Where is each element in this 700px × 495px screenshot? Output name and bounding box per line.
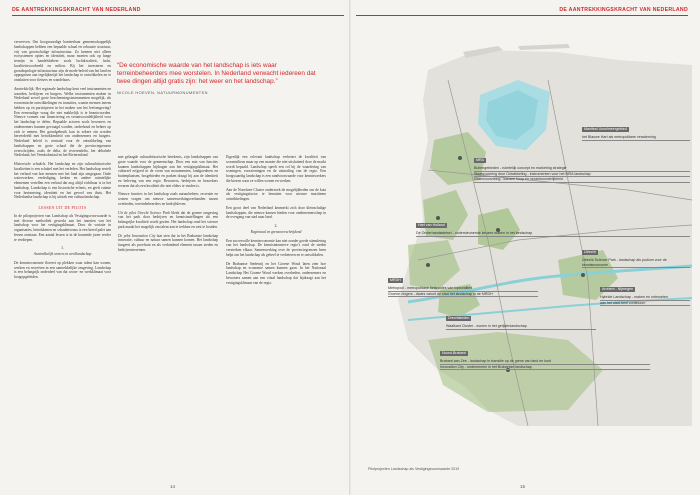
map-label-tag: Utrecht — [584, 250, 596, 254]
paragraph: Aan de Noordzee Cluster onderzoek de mogelijkheden om de kust als vestigingsfactor te benutten voor nieuwe maritieme ontwikkelingen. — [226, 187, 326, 201]
map-label-tag: Manifest Uuselmeergebied — [584, 127, 627, 131]
map-label-tag: Hart van Holland — [418, 223, 445, 227]
map-label-tag: Arnhem - Nijmegen — [602, 287, 633, 291]
map-label-line: het Blauwe Hart als metropolitane verademing — [582, 135, 690, 141]
paragraph: De kenniseconomie floreert op plekken waar talent kan wonen, werken en recreëren in een aantrekkelijke omgeving. Landschap is een belangrijk onderdeel van dat woon- en werkklimaat voor hoogopgeleiden. — [14, 260, 111, 279]
paragraph: De pilot Innovation City laat zien dat in het Brabantse landschap innovatie, cultuur en natuur samen kunnen komen. Het landschap fungeert als proeftuin en als verbindend element tussen steden en bedrijventerreinen. — [118, 233, 218, 252]
paragraph: Een succesvolle kenniseconomie kan niet zonder goede stimulering van het landschap. De kennisintensieve regio's rond de steden versterken elkaar. Samenwerking over de provinciegrenzen heen helpt om het landschap als geheel te verbeteren en te ontwikkelen. — [226, 238, 326, 257]
right-page — [350, 0, 700, 495]
map-label-tag: Drechtsteden — [448, 316, 470, 320]
map-label-line: Groenvoorzieing - kansen hoop en verantwoordelijkheid — [474, 177, 690, 183]
map-label-hart-van-holland — [416, 213, 690, 237]
section-heading: LESSEN UIT DE PILOTS — [38, 206, 87, 210]
map-label-utrecht — [582, 240, 690, 268]
pull-quote-attribution: NICOLE HOEVEN, NATUURMONUMENTEN — [117, 90, 208, 95]
map-caption: Pilotprojecten Landschap als Vestigingsvoorwaarde 2019 — [368, 467, 460, 471]
map-label-line: De Onderhandsstelsel - ondersteunende keuzes maken in het landschap — [416, 231, 690, 237]
map-label-noord-brabant — [440, 341, 650, 370]
city-dot — [426, 263, 430, 267]
running-header-left: DE AANTREKKINGSKRACHT VAN NEDERLAND — [12, 7, 141, 13]
paragraph: Nieuwe functies in het landschap zoals natuurbeheer, recreatie en wonen vragen om nieuwe samenwerkingsverbanden tussen overheden, terreinbeheerders en bedrijfsleven. — [118, 192, 218, 206]
map-label-line: Brabant aan Zee - landschap in transitie op de grens van land en kust — [440, 359, 650, 365]
header-rule-left — [12, 15, 344, 16]
paragraph: Uit de pilot Utrecht Science Park bleek dat de groene omgeving van het park door bedrijven en kennisinstellingen als een belangrijke kwaliteit wordt gezien. Het landschap rond het science park maakt het mogelijk om talent aan te trekken en vast te houden. — [118, 210, 218, 229]
map-label-uuselmeergebied — [582, 117, 690, 141]
map-label-drechtsteden — [446, 306, 596, 330]
map-label-line: aan het stad-land continuum — [600, 301, 690, 307]
paragraph: met gelaagde cultuurhistorische betekenis, zijn landschappen van grote waarde voor de gemeenschap. Door een mix van functies kunnen landschappen bijdragen aan het vestigingsklimaat. Het cultureel erfgoed in de vorm van monumenten, landgoederen en buitenplaatsen, bosgebieden en parken draagt bij aan de identiteit en beleving van een regio. Bewoners, bedrijven en bezoekers ervaren dat als een kwaliteit die niet elders te vinden is. — [118, 155, 218, 188]
map-label-tag: Noord-Brabant — [442, 351, 466, 355]
paragraph: Aantrekkelijk. Het regionale landschap kent veel instrumenten en waarden, bedrijven en burgers. Welke instrumenten maken in Nederland zowel grote beschermingsinstrumenten mogelijk, als economische ontwikkelingen en transities, waarin mensen ineens hebben op en participeren in het maken van het leefomgeving? Een eenvoudige vraag die niet makkelijk is te beantwoorden. Nieuwe vormen van financiering en verantwoordelijkheid voor het landschap te delen. Bepaalde actoren zoals bewoners en ondernemers kunnen gevraagd worden, onderhoud en beheer op zich te nemen. Het grondgebruik kan in zekere zin worden herverdeeld met betrokkenheid van ondernemers en burgers. Nederland beleid is centraal voor de ontwikkeling van landschappen en grote schaal die de provinciegrenzen overschrijden, zoals de delta, de rivierendelta, het deltahele Nederland, het Veenkoloniaal en het Rivierenland. — [14, 86, 111, 158]
paragraph: verwerven. Om hoogwaardige hanteerbaar gemeenschappelijk landschappen hebben een bepaalde schaal en robuuste structuur, vrij van grootschalige infrastructuur. Zo kennen niet alleen ecosystemen opties en identiteit, maar moeten ook op lange termijn in handelsbeheer zoals luchtkwaliteit, lucht, kwaliteitsvoorbeeld en milieu. Bij het investeren en grondtopologie infrastructuur zijn de mede-beleid van het land en oppognisen aan tegelijkertijd het landschap te ontwikkelen en te ontsluiten voor fietsers en wandelaars. — [14, 40, 111, 82]
text-column-1 — [14, 40, 111, 480]
city-dot — [458, 156, 462, 160]
map-label-line: Hybride Landschap - maken en ontmoeten — [600, 295, 690, 301]
paragraph: In de pilotprojecten van Landschap als Vestigingsvoorwaarde is met diverse methodiek gewerkt aan het inzetten van het landschap voor het vestigingsklimaat. Door de variatie in organisaties, betrokkenen en schaalniveaus is een breed palet aan lessen ontstaan. Een aantal lessen is in de komende jaren verder te verdiepen. — [14, 213, 111, 242]
pull-quote — [117, 62, 317, 97]
pull-quote-text: “De economische waarde van het landschap is iets waar terreinbeheerders mee worstelen. In Nederland verwacht iedereen dat twee dingen altijd gratis zijn: het weer en het landschap.” — [117, 62, 316, 85]
map-label-line: Metropool - metropolitane fietsroutes van topkwaliteit — [388, 286, 538, 292]
section-number: 1. — [61, 246, 64, 251]
header-rule-right — [356, 15, 688, 16]
text-column-2 — [118, 155, 218, 480]
map-label-line: Waalkant Cluster - wonen in het getijdenlandschap — [446, 324, 596, 330]
page-number-right: 15 — [520, 484, 526, 489]
text-column-3 — [226, 155, 326, 480]
map-label-mra — [474, 148, 690, 183]
map-label-line: Buitengebieden - ruimtelijk concept en marketing strategie — [474, 166, 690, 172]
paragraph: Een groot deel van Nederland kenmerkt zich door kleinschalige landschappen, die nieuwe kansen bieden voor ondernemerschap in de overgang van stad naar land. — [226, 205, 326, 220]
paragraph: Eigenlijk een relevant landschap verbetert de kwaliteit van woonmilieus maar op een manier die niet uitsluitend door de markt wordt bepaald. Landschap speelt een rol bij de waardering van woningen, voorzieningen en de uitstraling van de regio. Een hoogwaardig landschap is een randvoorwaarde voor kenniswerkers die kiezen waar ze willen wonen en werken. — [226, 155, 326, 183]
section-subheading: Regionaal en grensoverschrijdend — [250, 229, 302, 234]
running-header-right: DE AANTREKKINGSKRACHT VAN NEDERLAND — [559, 7, 688, 13]
paragraph: De Brabantse Stedenrij en het Groene Woud laten zien hoe landschap en economie samen kunnen gaan. In het Nationaal Landschap Het Groene Woud werken overheden, ondernemers en bewoners samen aan een vitaal landschap dat bijdraagt aan het vestigingsklimaat van de regio. — [226, 261, 326, 285]
map-label-line: Utrecht Science Park - landschap als podium voor de kenniseconomie — [582, 258, 690, 268]
map-label-tag: MRDH — [390, 278, 401, 282]
paragraph: Historische schakels. Het landschap en zijn cultuurhistorische kwaliteiten is een schakel met het verleden. Het landschap vertelt het verhaal van hoe mensen met het land zijn omgegaan. Oude waterwerken, verdediging, kerken en andere ruimtelijke elementen vertellen een verhaal dat nog altijd zichtbaar is in het landschap. Landschap is een historische erfenis, en geeft ruimte voor herinnering, identiteit en het gevoel van thuis. Het Nederlandse landschap is bij uitstek een cultuurlandschap. — [14, 162, 111, 200]
map-label-tag: MRA — [476, 158, 484, 162]
map-label-line: Staatsvorming door Ontwikkeling - instrumenten voor het MRA landschap — [474, 172, 690, 178]
map-label-line: Innovation City - ondernemen in het Brabantse landschap — [440, 365, 650, 371]
section-number: 2. — [274, 224, 278, 228]
map-label-line: Groene vingers - dwars vanuit de stad het landschap in de MRDH — [388, 292, 538, 298]
city-dot — [581, 273, 585, 277]
map-label-mrdh — [388, 268, 538, 297]
page-number-left: 14 — [170, 484, 176, 489]
map-label-arnhem-nijmegen — [600, 277, 690, 306]
section-subheading: Aantrekkelijk wonen en werklandschap — [33, 252, 92, 256]
